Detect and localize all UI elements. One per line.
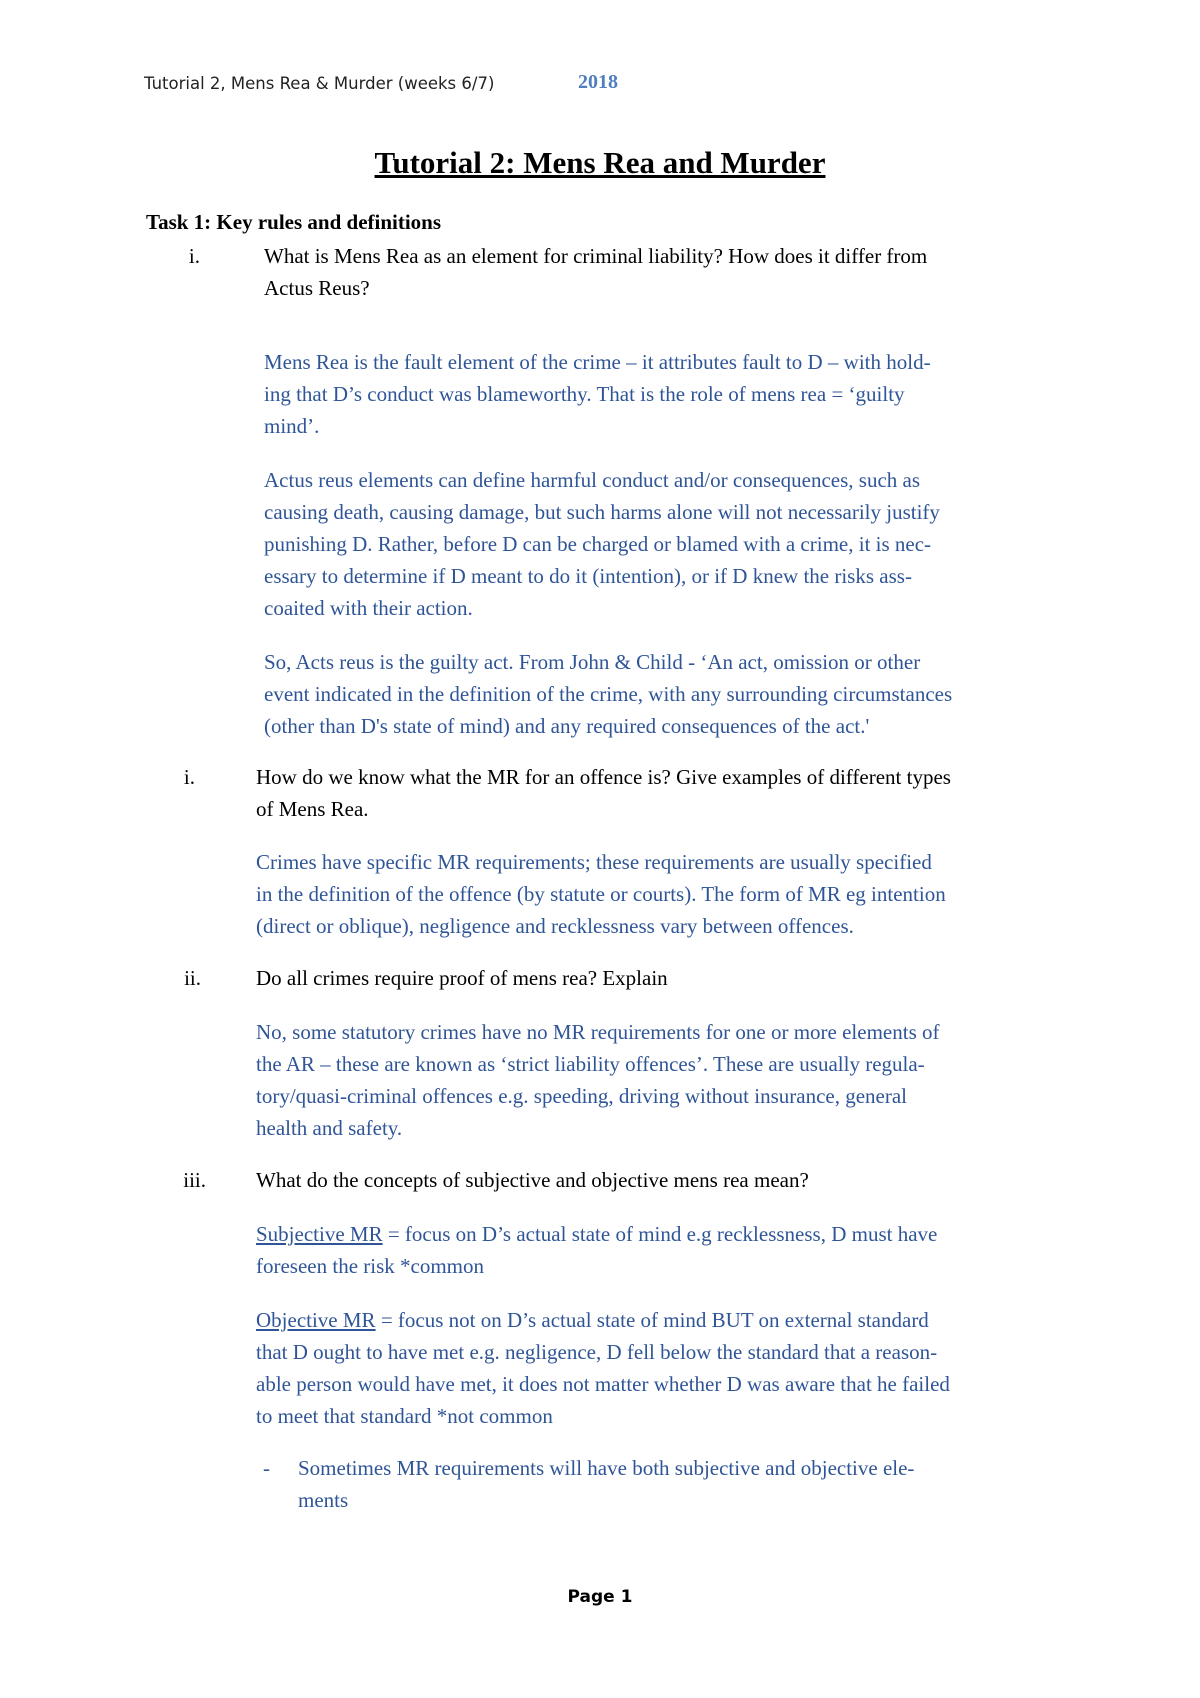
page-header	[144, 71, 618, 93]
text-line: ments	[298, 1488, 349, 1512]
text-line: Actus reus elements can define harmful conduct and/or consequences, such as	[264, 468, 921, 492]
text-line: Sometimes MR requirements will have both subjective and objective ele-	[298, 1456, 915, 1480]
task-heading: Task 1: Key rules and definitions	[146, 210, 442, 234]
text-line: foreseen the risk *common	[256, 1254, 485, 1278]
question-2	[256, 761, 1056, 825]
text-line: coaited with their action.	[264, 596, 473, 620]
page-title: Tutorial 2: Mens Rea and Murder	[374, 145, 826, 180]
text-line: Crimes have specific MR requirements; these requirements are usually specified	[256, 850, 932, 874]
text-line: ing that D’s conduct was blameworthy. That is the role of mens rea = ‘guilty	[264, 382, 905, 406]
answer-4-objective	[256, 1304, 1066, 1432]
definition-text: = focus on D’s actual state of mind e.g recklessness, D must have	[382, 1222, 938, 1246]
text-line: Mens Rea is the fault element of the crime – it attributes fault to D – with hold-	[264, 350, 931, 374]
question-number: ii.	[184, 966, 201, 990]
answer-3	[256, 1016, 1066, 1144]
text-line: Actus Reus?	[264, 276, 370, 300]
header-title: Tutorial 2, Mens Rea & Murder (weeks 6/7)	[144, 74, 495, 93]
text-line: How do we know what the MR for an offence is? Give examples of different types	[256, 765, 951, 789]
question-number: i.	[183, 765, 195, 789]
term-objective-mr: Objective MR	[256, 1308, 376, 1332]
text-line: essary to determine if D meant to do it (intention), or if D knew the risks ass-	[264, 564, 912, 588]
text-line: able person would have met, it does not matter whether D was aware that he failed	[256, 1372, 950, 1396]
answer-1-para-3	[264, 646, 1074, 742]
text-line	[256, 1304, 1066, 1336]
text-line: What is Mens Rea as an element for criminal liability? How does it differ from	[264, 244, 928, 268]
answer-2	[256, 846, 1066, 942]
answer-1-para-1	[264, 346, 1074, 442]
text-line: What do the concepts of subjective and objective mens rea mean?	[256, 1168, 809, 1192]
text-line	[256, 1218, 1066, 1250]
text-line: tory/quasi-criminal offences e.g. speeding, driving without insurance, general	[256, 1084, 907, 1108]
page-number: Page 1	[567, 1587, 633, 1607]
text-line: causing death, causing damage, but such harms alone will not necessarily justify	[264, 500, 940, 524]
text-line: Do all crimes require proof of mens rea? Explain	[256, 966, 668, 990]
text-line: (other than D's state of mind) and any required consequences of the act.'	[264, 714, 870, 738]
text-line: of Mens Rea.	[256, 797, 369, 821]
text-line: punishing D. Rather, before D can be charged or blamed with a crime, it is nec-	[264, 532, 932, 556]
text-line: No, some statutory crimes have no MR requirements for one or more elements of	[256, 1020, 940, 1044]
text-line: event indicated in the definition of the crime, with any surrounding circumstances	[264, 682, 953, 706]
question-1	[264, 240, 1064, 304]
answer-1-para-2	[264, 464, 1074, 624]
text-line: (direct or oblique), negligence and recklessness vary between offences.	[256, 914, 854, 938]
text-line: in the definition of the offence (by statute or courts). The form of MR eg intention	[256, 882, 946, 906]
question-3	[256, 962, 1056, 994]
text-line: the AR – these are known as ‘strict liability offences’. These are usually regula-	[256, 1052, 925, 1076]
definition-text: = focus not on D’s actual state of mind BUT on external standard	[375, 1308, 929, 1332]
text-line: mind’.	[264, 414, 320, 438]
bullet-dash: -	[263, 1456, 270, 1480]
text-line: health and safety.	[256, 1116, 403, 1140]
text-line: that D ought to have met e.g. negligence, D fell below the standard that a reason-	[256, 1340, 938, 1364]
question-4	[256, 1164, 1056, 1196]
question-number: iii.	[183, 1168, 206, 1192]
header-year: 2018	[578, 71, 618, 93]
text-line: So, Acts reus is the guilty act. From John & Child - ‘An act, omission or other	[264, 650, 921, 674]
answer-4-bullet	[298, 1452, 1078, 1516]
answer-4-subjective	[256, 1218, 1066, 1282]
term-subjective-mr: Subjective MR	[256, 1222, 383, 1246]
text-line: to meet that standard *not common	[256, 1404, 553, 1428]
question-number: i.	[188, 244, 200, 268]
